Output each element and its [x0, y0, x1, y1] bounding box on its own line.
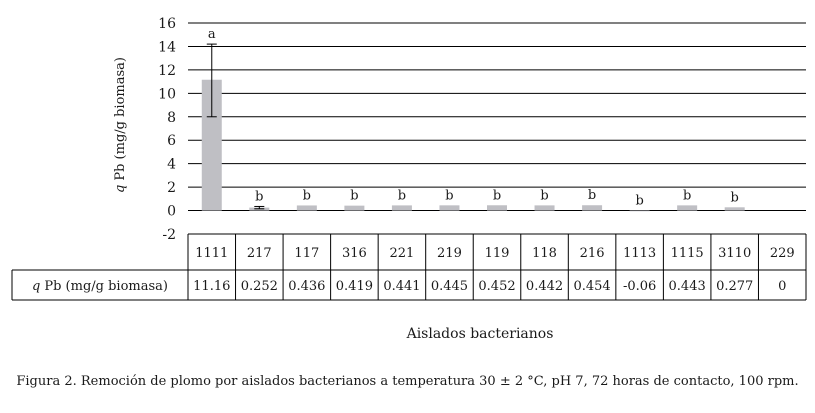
y-tick-label: 16	[158, 16, 176, 32]
significance-letter: b	[445, 188, 454, 204]
x-category-label: 117	[294, 246, 320, 261]
significance-letter: b	[682, 188, 692, 204]
bar	[297, 205, 317, 210]
x-category-label: 219	[437, 246, 462, 261]
significance-letter: a	[207, 27, 216, 43]
bar	[439, 205, 459, 210]
y-tick-label: -2	[162, 227, 176, 243]
table-row-label-italic: q	[32, 279, 41, 294]
bar	[535, 205, 555, 210]
table-row-label-text: Pb (mg/g biomasa)	[44, 279, 168, 294]
table-value-cell: 0.436	[288, 279, 326, 294]
bars	[202, 80, 745, 212]
x-category-label: 119	[484, 246, 510, 261]
y-tick-label: 12	[158, 62, 176, 79]
y-tick-label: 6	[167, 133, 176, 150]
table-value-cell: 0.452	[478, 279, 516, 294]
x-category-label: 1113	[623, 246, 657, 261]
y-tick-label: 14	[158, 39, 176, 56]
bar	[582, 205, 602, 210]
table-value-cell: 0.252	[240, 279, 278, 294]
table-value-cell: 0.454	[573, 279, 611, 294]
x-category-label: 316	[341, 246, 367, 261]
bar	[630, 211, 650, 212]
table-value-cell: 0.441	[383, 279, 421, 294]
y-tick-label: 8	[167, 109, 176, 126]
bar	[392, 205, 412, 210]
y-tick-label: 4	[167, 156, 176, 173]
significance-letter: b	[397, 188, 407, 204]
data-table	[12, 234, 806, 300]
bar	[487, 205, 507, 210]
table-row-label	[32, 279, 168, 294]
figure-caption: Figura 2. Remoción de plomo por aislados bacterianos a temperatura 30 ± 2 °C, pH 7, 72 horas de contacto, 100 rpm.	[16, 374, 799, 389]
x-category-label: 3110	[718, 246, 752, 261]
significance-letter: b	[350, 188, 359, 204]
table-value-cell: 0.277	[716, 279, 754, 294]
x-category-label: 229	[769, 246, 795, 261]
significance-letter: b	[635, 193, 644, 209]
x-category-label: 221	[389, 246, 415, 261]
table-value-cell: 0.445	[430, 279, 469, 294]
bar	[344, 206, 364, 211]
significance-letter: b	[730, 190, 739, 206]
x-category-label: 216	[579, 246, 605, 261]
significance-letter: b	[587, 188, 597, 204]
significance-letter: b	[492, 188, 502, 204]
bar	[677, 205, 697, 210]
x-axis-label: Aislados bacterianos	[406, 326, 554, 342]
y-tick-label: 0	[167, 203, 176, 220]
y-tick-label: 10	[158, 86, 176, 103]
x-category-label: 118	[532, 246, 557, 261]
y-axis-ticks	[158, 16, 176, 243]
table-value-cell: 0	[778, 279, 787, 294]
table-value-cell: 0.443	[668, 279, 706, 294]
significance-letter: b	[302, 188, 312, 204]
y-axis-label: qPb (mg/g biomasa)	[113, 57, 128, 193]
bar	[725, 207, 745, 210]
table-value-cell: 0.419	[335, 279, 373, 294]
table-value-cell: 0.442	[525, 279, 564, 294]
table-value-cell: 11.16	[193, 279, 231, 294]
significance-letter: b	[255, 189, 264, 205]
y-tick-label: 2	[167, 180, 176, 197]
significance-letters	[208, 27, 739, 208]
x-category-label: 217	[246, 246, 272, 261]
table-value-cell: -0.06	[622, 279, 657, 294]
significance-letter: b	[540, 188, 549, 204]
x-category-label: 1111	[195, 246, 229, 261]
x-category-label: 1115	[670, 246, 704, 261]
